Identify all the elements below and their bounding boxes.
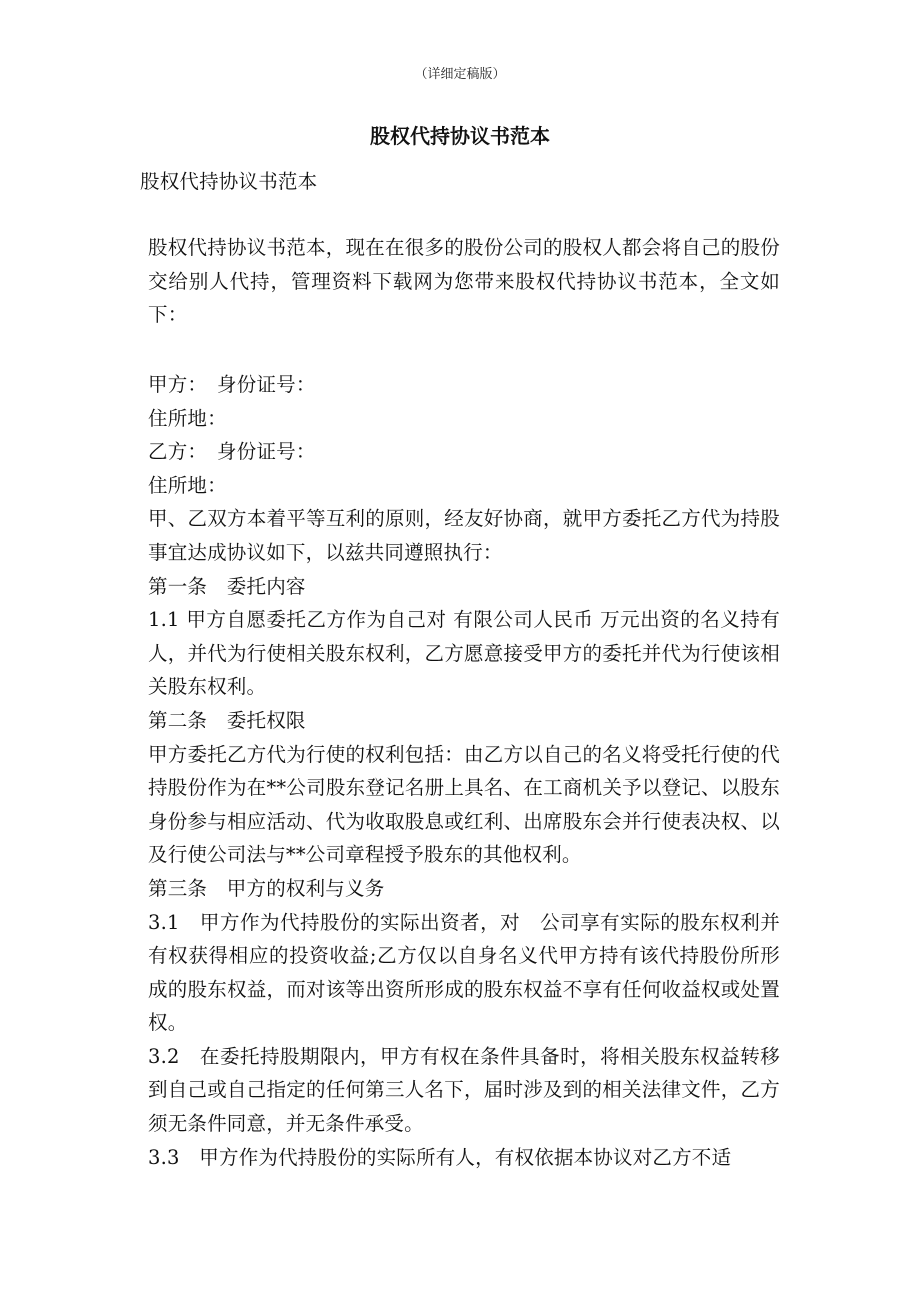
party-a-line: 甲方： 身份证号：: [148, 373, 316, 396]
document-title: 股权代持协议书范本: [370, 124, 550, 148]
article-2-heading: 第二条 委托权限: [148, 708, 306, 732]
party-a-address: 住所地：: [148, 406, 227, 430]
header-note: （详细定稿版）: [414, 67, 506, 82]
clause-1-1: 1.1 甲方自愿委托乙方作为自己对 有限公司人民币 万元出资的名义持有人，并代为行使相关股东权利，乙方愿意接受甲方的委托并代为行使该相关股东权利。: [148, 608, 780, 699]
article-1-heading: 第一条 委托内容: [148, 574, 306, 598]
intro-text: 股权代持协议书范本，现在在很多的股份公司的股权人都会将自己的股份交给别人代持，管理资料下载网为您带来股权代持协议书范本，全文如下：: [148, 236, 780, 327]
clause-3-2: 3.2 在委托持股期限内，甲方有权在条件具备时，将相关股东权益转移到自己或自己指定的任何第三人名下，届时涉及到的相关法律文件，乙方须无条件同意，并无条件承受。: [148, 1044, 780, 1136]
preamble-paragraph: 甲、乙双方本着平等互利的原则，经友好协商，就甲方委托乙方代为持股事宜达成协议如下，以兹共同遵照执行：: [148, 507, 780, 564]
intro-paragraph: [140, 231, 780, 332]
subtitle: [140, 165, 780, 199]
clause-3-3: 3.3 甲方作为代持股份的实际所有人，有权依据本协议对乙方不适: [148, 1145, 732, 1169]
agreement-body: [140, 368, 780, 1174]
clause-3-1: 3.1 甲方作为代持股份的实际出资者，对 公司享有实际的股东权利并有权获得相应的投资收益;乙方仅以自身名义代甲方持有该代持股份所形成的股东权益，而对该等出资所形成的股东权益不享有任何收益权或处置权。: [148, 910, 780, 1035]
article-2-paragraph: 甲方委托乙方代为行使的权利包括：由乙方以自己的名义将受托行使的代持股份作为在**公司股东登记名册上具名、在工商机关予以登记、以股东身份参与相应活动、代为收取股息或红利、出席股东会并行使表决权、以及行使公司法与**公司章程授予股东的其他权利。: [148, 742, 780, 867]
party-b-address: 住所地：: [148, 473, 227, 497]
party-b-line: 乙方： 身份证号：: [148, 440, 316, 464]
subtitle-text: 股权代持协议书范本: [140, 170, 318, 193]
article-3-heading: 第三条 甲方的权利与义务: [148, 876, 385, 900]
